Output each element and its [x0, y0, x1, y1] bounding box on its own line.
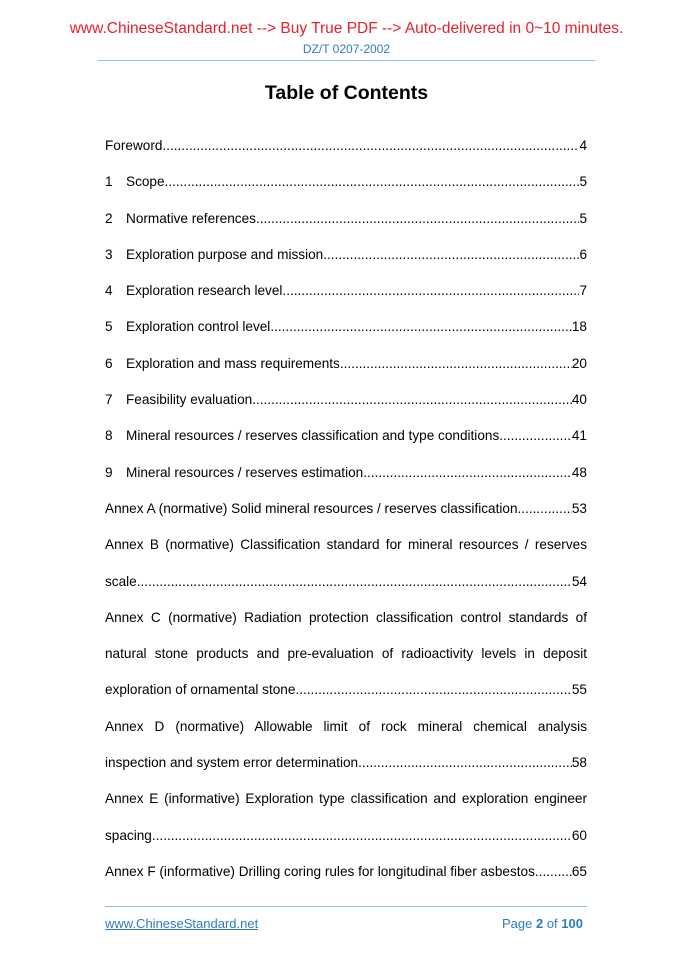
- toc-entry-title: Exploration and mass requirements: [126, 355, 340, 371]
- toc-page-number: 53: [571, 500, 587, 516]
- toc-entry-title: Scope: [126, 174, 165, 190]
- dot-leader: [256, 201, 579, 237]
- toc-page-number: 58: [571, 755, 587, 771]
- toc-entry[interactable]: [105, 455, 587, 491]
- toc-page-number: 18: [571, 319, 587, 335]
- dot-leader: [252, 382, 572, 418]
- toc-entry[interactable]: [105, 854, 587, 890]
- toc-entry-line[interactable]: [105, 781, 587, 817]
- toc-entry[interactable]: [105, 237, 587, 273]
- toc-entry-title: Annex C (normative) Radiation protection classification control standards of: [105, 609, 587, 625]
- toc-page-number: 48: [571, 464, 587, 480]
- toc-entry-title: Exploration research level: [126, 283, 283, 299]
- dot-leader: [363, 455, 572, 491]
- toc-page-number: 60: [571, 827, 587, 843]
- toc-entry-title: Exploration purpose and mission: [126, 246, 324, 262]
- dot-leader: [162, 128, 579, 164]
- toc-page-number: 20: [571, 355, 587, 371]
- toc-entry-title: scale: [105, 573, 137, 589]
- toc-page-number: 7: [579, 283, 587, 299]
- page-of-label: of: [546, 916, 558, 931]
- toc-entry-title: Annex E (informative) Exploration type classification and exploration engineer: [105, 791, 587, 807]
- toc-entry-number: 4: [105, 283, 113, 299]
- dot-leader: [165, 164, 580, 200]
- toc-entry-title: Feasibility evaluation: [126, 392, 253, 408]
- toc-entry[interactable]: [105, 273, 587, 309]
- toc-entry-number: 9: [105, 464, 113, 480]
- toc-page-number: 40: [571, 392, 587, 408]
- footer-divider: [105, 906, 587, 907]
- toc-entry-line[interactable]: [105, 527, 587, 563]
- toc-entry[interactable]: [105, 164, 587, 200]
- toc-entry-title: Annex D (normative) Allowable limit of rock mineral chemical analysis: [105, 718, 587, 734]
- toc-entry-title: inspection and system error determination: [105, 755, 359, 771]
- dot-leader: [518, 491, 572, 527]
- toc-entry-line[interactable]: [105, 709, 587, 745]
- page-label: Page: [501, 916, 533, 931]
- toc-entry[interactable]: [105, 346, 587, 382]
- toc-entry-number: 1: [105, 174, 113, 190]
- dot-leader: [535, 854, 572, 890]
- toc-entry-number: 8: [105, 428, 113, 444]
- toc-entry[interactable]: [105, 382, 587, 418]
- toc-page-number: 5: [579, 210, 587, 226]
- toc-entry-title: Mineral resources / reserves classification and type conditions: [126, 428, 500, 444]
- toc-entry-title: spacing: [105, 827, 152, 843]
- promo-banner[interactable]: www.ChineseStandard.net --> Buy True PDF --> Auto-delivered in 0~10 minutes.: [69, 20, 624, 37]
- toc-entry-title: natural stone products and pre-evaluation of radioactivity levels in deposit: [105, 646, 587, 662]
- toc-page-number: 54: [571, 573, 587, 589]
- toc-entry-title: Normative references: [126, 210, 256, 226]
- toc-page-number: 5: [579, 174, 587, 190]
- dot-leader: [323, 237, 579, 273]
- toc-entry[interactable]: [105, 818, 587, 854]
- toc-entry-title: Exploration control level: [126, 319, 271, 335]
- toc-entry[interactable]: [105, 201, 587, 237]
- toc-page-number: 41: [571, 428, 587, 444]
- toc-entry-title: Annex B (normative) Classification standard for mineral resources / reserves: [105, 537, 587, 553]
- toc-entry[interactable]: [105, 672, 587, 708]
- current-page: 2: [535, 916, 544, 931]
- toc-page-number: 55: [571, 682, 587, 698]
- dot-leader: [358, 745, 572, 781]
- footer-website-link[interactable]: www.ChineseStandard.net: [105, 916, 259, 931]
- toc-entry-title: exploration of ornamental stone: [105, 682, 296, 698]
- toc-entry[interactable]: [105, 309, 587, 345]
- toc-entry-title: Annex A (normative) Solid mineral resources / reserves classification: [105, 500, 518, 516]
- standard-code: DZ/T 0207-2002: [302, 42, 391, 56]
- dot-leader: [295, 672, 571, 708]
- toc-entry[interactable]: [105, 745, 587, 781]
- toc-entry[interactable]: [105, 491, 587, 527]
- dot-leader: [340, 346, 572, 382]
- toc-entry-line[interactable]: [105, 636, 587, 672]
- toc-entry[interactable]: [105, 564, 587, 600]
- total-pages: 100: [561, 916, 583, 931]
- toc-entry-title: Mineral resources / reserves estimation: [126, 464, 364, 480]
- toc-entry-line[interactable]: [105, 600, 587, 636]
- dot-leader: [152, 818, 572, 854]
- toc-page-number: 4: [579, 138, 587, 153]
- dot-leader: [499, 418, 572, 454]
- toc-entry-number: 2: [105, 210, 113, 226]
- toc-entry-number: 6: [105, 355, 113, 371]
- toc-entry-number: 3: [105, 246, 113, 262]
- dot-leader: [270, 309, 572, 345]
- page-indicator: [502, 916, 583, 931]
- toc-page-number: 6: [579, 246, 587, 262]
- toc-entry-title: Annex F (informative) Drilling coring rules for longitudinal fiber asbestos: [105, 863, 535, 879]
- header-divider: [98, 60, 595, 61]
- table-of-contents: [105, 128, 587, 890]
- toc-page-number: 65: [571, 863, 587, 879]
- toc-entry[interactable]: [105, 418, 587, 454]
- dot-leader: [137, 564, 572, 600]
- toc-entry-number: 5: [105, 319, 113, 335]
- toc-entry-number: 7: [105, 392, 113, 408]
- page-title: Table of Contents: [264, 82, 429, 104]
- dot-leader: [282, 273, 579, 309]
- toc-entry-title: Foreword: [105, 138, 163, 153]
- toc-entry[interactable]: [105, 128, 587, 164]
